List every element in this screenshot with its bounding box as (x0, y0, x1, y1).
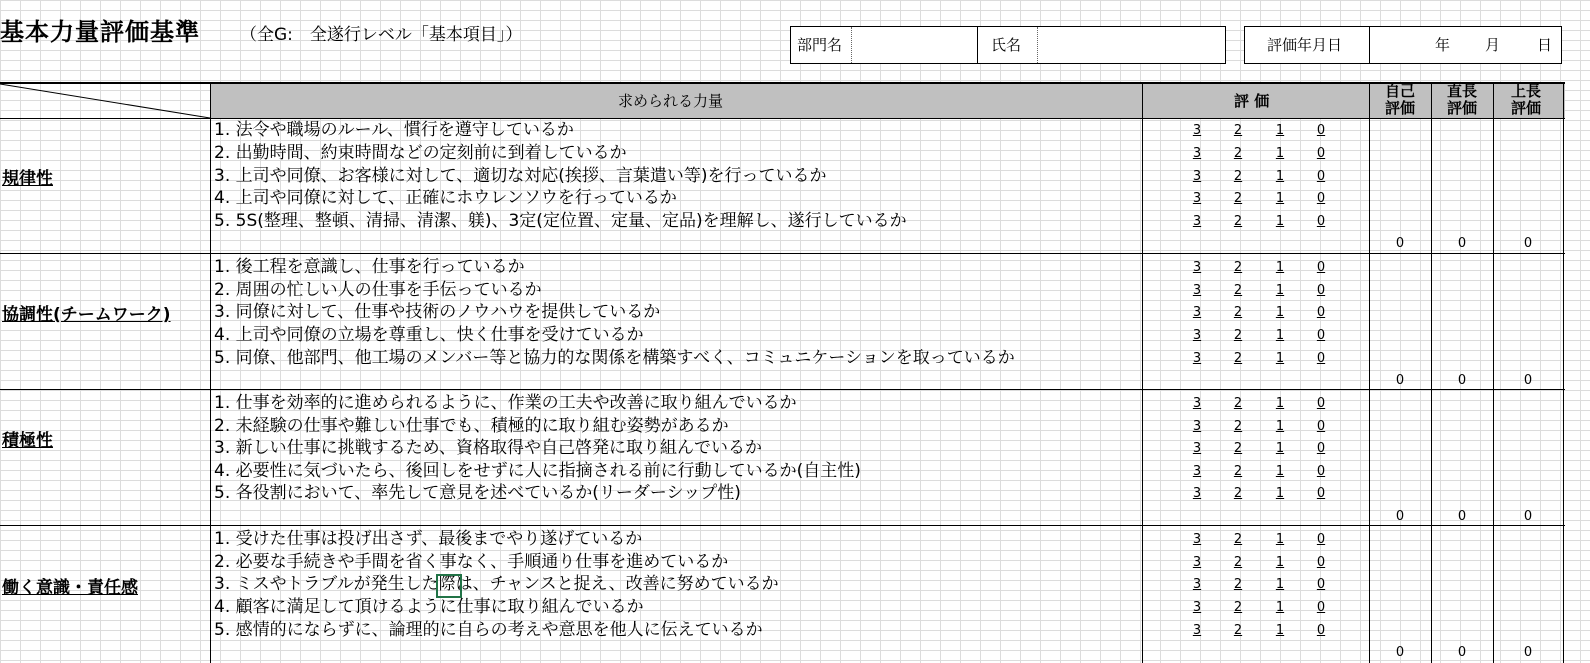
score-0-link[interactable]: 0 (1316, 419, 1326, 434)
score-0-link[interactable]: 0 (1316, 351, 1326, 366)
page-title: 基本力量評価基準 (0, 18, 200, 46)
score-3-link[interactable]: 3 (1192, 260, 1202, 275)
score-2-link[interactable]: 2 (1233, 191, 1243, 206)
score-3-link[interactable]: 3 (1192, 623, 1202, 638)
score-3-link[interactable]: 3 (1192, 123, 1202, 138)
header-required-skills: 求められる力量 (618, 92, 724, 110)
self-eval-total: 0 (1395, 509, 1405, 524)
score-3-link[interactable]: 3 (1192, 555, 1202, 570)
score-2-link[interactable]: 2 (1233, 441, 1243, 456)
score-2-link[interactable]: 2 (1233, 600, 1243, 615)
score-2-link[interactable]: 2 (1233, 283, 1243, 298)
criterion-item[interactable]: 3. 同僚に対して、仕事や技術のノウハウを提供しているか (214, 302, 661, 322)
dept-label: 部門名 (797, 36, 843, 54)
direct-eval-total: 0 (1457, 236, 1467, 251)
criterion-item[interactable]: 5. 各役割において、率先して意見を述べているか(リーダーシップ性) (214, 483, 741, 503)
dept-name-box (790, 26, 1226, 64)
score-2-link[interactable]: 2 (1233, 146, 1243, 161)
evaluation-table (0, 82, 1565, 663)
score-0-link[interactable]: 0 (1316, 214, 1326, 229)
score-3-link[interactable]: 3 (1192, 351, 1202, 366)
self-eval-total: 0 (1395, 645, 1405, 660)
score-2-link[interactable]: 2 (1233, 419, 1243, 434)
score-2-link[interactable]: 2 (1233, 396, 1243, 411)
score-1-link[interactable]: 1 (1275, 486, 1285, 501)
score-0-link[interactable]: 0 (1316, 441, 1326, 456)
upper-eval-total: 0 (1523, 645, 1533, 660)
score-0-link[interactable]: 0 (1316, 532, 1326, 547)
score-0-link[interactable]: 0 (1316, 305, 1326, 320)
criterion-item[interactable]: 4. 上司や同僚に対して、正確にホウレンソウを行っているか (214, 188, 677, 208)
criterion-item[interactable]: 3. ミスやトラブルが発生した際は、チャンスと捉え、改善に努めているか (214, 574, 779, 594)
criterion-item[interactable]: 2. 必要な手続きや手間を省く事なく、手順通り仕事を進めているか (214, 552, 729, 572)
criterion-item[interactable]: 5. 同僚、他部門、他工場のメンバー等と協力的な関係を構築すべく、コミュニケーションを取っているか (214, 348, 1015, 368)
name-field[interactable] (1038, 27, 1224, 63)
score-3-link[interactable]: 3 (1192, 396, 1202, 411)
score-0-link[interactable]: 0 (1316, 555, 1326, 570)
upper-eval-total: 0 (1523, 236, 1533, 251)
criterion-item[interactable]: 5. 5S(整理、整頓、清掃、清潔、躾)、3定(定位置、定量、定品)を理解し、遂行しているか (214, 211, 907, 231)
score-3-link[interactable]: 3 (1192, 532, 1202, 547)
score-2-link[interactable]: 2 (1233, 464, 1243, 479)
score-1-link[interactable]: 1 (1275, 169, 1285, 184)
date-field[interactable] (1370, 27, 1560, 63)
direct-eval-total: 0 (1457, 509, 1467, 524)
header-diagonal-line (0, 82, 210, 118)
score-1-link[interactable]: 1 (1275, 577, 1285, 592)
direct-eval-total: 0 (1457, 373, 1467, 388)
score-0-link[interactable]: 0 (1316, 577, 1326, 592)
criterion-item[interactable]: 3. 上司や同僚、お客様に対して、適切な対応(挨拶、言葉遣い等)を行っているか (214, 166, 827, 186)
score-1-link[interactable]: 1 (1275, 214, 1285, 229)
score-1-link[interactable]: 1 (1275, 464, 1285, 479)
score-3-link[interactable]: 3 (1192, 464, 1202, 479)
score-3-link[interactable]: 3 (1192, 486, 1202, 501)
score-1-link[interactable]: 1 (1275, 146, 1285, 161)
score-1-link[interactable]: 1 (1275, 260, 1285, 275)
criterion-item[interactable]: 1. 仕事を効率的に進められるように、作業の工夫や改善に取り組んでいるか (214, 393, 797, 413)
score-0-link[interactable]: 0 (1316, 260, 1326, 275)
score-3-link[interactable]: 3 (1192, 305, 1202, 320)
score-1-link[interactable]: 1 (1275, 283, 1285, 298)
score-0-link[interactable]: 0 (1316, 623, 1326, 638)
date-label: 評価年月日 (1267, 36, 1343, 54)
header-self-eval: 自己 評価 (1384, 82, 1415, 117)
header-direct-eval: 直長 評価 (1446, 82, 1477, 117)
upper-eval-total: 0 (1523, 509, 1533, 524)
self-eval-total: 0 (1395, 373, 1405, 388)
score-1-link[interactable]: 1 (1275, 419, 1285, 434)
category-teamwork: 協調性(チームワーク) (2, 305, 171, 325)
score-2-link[interactable]: 2 (1233, 555, 1243, 570)
score-0-link[interactable]: 0 (1316, 146, 1326, 161)
criterion-item[interactable]: 1. 受けた仕事は投げ出さず、最後までやり遂げているか (214, 529, 643, 549)
criterion-item[interactable]: 2. 出勤時間、約束時間などの定刻前に到着しているか (214, 143, 627, 163)
score-0-link[interactable]: 0 (1316, 396, 1326, 411)
score-2-link[interactable]: 2 (1233, 328, 1243, 343)
score-0-link[interactable]: 0 (1316, 283, 1326, 298)
score-1-link[interactable]: 1 (1275, 441, 1285, 456)
active-cell-cursor[interactable] (436, 574, 462, 598)
score-3-link[interactable]: 3 (1192, 191, 1202, 206)
score-1-link[interactable]: 1 (1275, 123, 1285, 138)
score-3-link[interactable]: 3 (1192, 214, 1202, 229)
header-upper-eval: 上長 評価 (1510, 82, 1541, 117)
criterion-item[interactable]: 2. 未経験の仕事や難しい仕事でも、積極的に取り組む姿勢があるか (214, 416, 729, 436)
criterion-item[interactable]: 1. 後工程を意識し、仕事を行っているか (214, 257, 525, 277)
score-0-link[interactable]: 0 (1316, 169, 1326, 184)
category-discipline: 規律性 (2, 169, 53, 189)
score-3-link[interactable]: 3 (1192, 169, 1202, 184)
score-1-link[interactable]: 1 (1275, 351, 1285, 366)
score-3-link[interactable]: 3 (1192, 283, 1202, 298)
score-2-link[interactable]: 2 (1233, 486, 1243, 501)
score-0-link[interactable]: 0 (1316, 486, 1326, 501)
table-header-background (211, 84, 1565, 118)
score-1-link[interactable]: 1 (1275, 328, 1285, 343)
score-2-link[interactable]: 2 (1233, 123, 1243, 138)
category-proactiveness: 積極性 (2, 431, 53, 451)
score-3-link[interactable]: 3 (1192, 577, 1202, 592)
score-2-link[interactable]: 2 (1233, 351, 1243, 366)
category-work-responsibility: 働く意識・責任感 (2, 578, 138, 598)
score-2-link[interactable]: 2 (1233, 260, 1243, 275)
date-year-label: 年 (1435, 36, 1451, 54)
score-2-link[interactable]: 2 (1233, 305, 1243, 320)
direct-eval-total: 0 (1457, 645, 1467, 660)
score-1-link[interactable]: 1 (1275, 623, 1285, 638)
criterion-item[interactable]: 4. 必要性に気づいたら、後回しをせずに人に指摘される前に行動しているか(自主性) (214, 461, 861, 481)
eval-date-box (1244, 26, 1562, 64)
score-1-link[interactable]: 1 (1275, 396, 1285, 411)
score-1-link[interactable]: 1 (1275, 191, 1285, 206)
name-label: 氏名 (991, 36, 1022, 54)
score-3-link[interactable]: 3 (1192, 328, 1202, 343)
self-eval-total: 0 (1395, 236, 1405, 251)
page-subtitle: （全G: 全遂行レベル「基本項目」） (240, 25, 523, 45)
criterion-item[interactable]: 1. 法令や職場のルール、慣行を遵守しているか (214, 120, 574, 140)
score-2-link[interactable]: 2 (1233, 169, 1243, 184)
score-0-link[interactable]: 0 (1316, 464, 1326, 479)
criterion-item[interactable]: 5. 感情的にならずに、論理的に自らの考えや意思を他人に伝えているか (214, 620, 763, 640)
header-evaluation: 評 価 (1234, 92, 1270, 110)
score-0-link[interactable]: 0 (1316, 600, 1326, 615)
criterion-item[interactable]: 3. 新しい仕事に挑戦するため、資格取得や自己啓発に取り組んでいるか (214, 438, 762, 458)
criterion-item[interactable]: 4. 顧客に満足して頂けるように仕事に取り組んでいるか (214, 597, 644, 617)
score-1-link[interactable]: 1 (1275, 305, 1285, 320)
score-3-link[interactable]: 3 (1192, 600, 1202, 615)
score-0-link[interactable]: 0 (1316, 328, 1326, 343)
score-1-link[interactable]: 1 (1275, 555, 1285, 570)
date-month-label: 月 (1485, 36, 1501, 54)
score-0-link[interactable]: 0 (1316, 123, 1326, 138)
criterion-item[interactable]: 2. 周囲の忙しい人の仕事を手伝っているか (214, 280, 542, 300)
upper-eval-total: 0 (1523, 373, 1533, 388)
score-3-link[interactable]: 3 (1192, 419, 1202, 434)
score-2-link[interactable]: 2 (1233, 214, 1243, 229)
score-2-link[interactable]: 2 (1233, 577, 1243, 592)
score-2-link[interactable]: 2 (1233, 532, 1243, 547)
score-0-link[interactable]: 0 (1316, 191, 1326, 206)
criterion-item[interactable]: 4. 上司や同僚の立場を尊重し、快く仕事を受けているか (214, 325, 644, 345)
score-2-link[interactable]: 2 (1233, 623, 1243, 638)
score-3-link[interactable]: 3 (1192, 146, 1202, 161)
date-day-label: 日 (1537, 36, 1553, 54)
score-3-link[interactable]: 3 (1192, 441, 1202, 456)
score-1-link[interactable]: 1 (1275, 532, 1285, 547)
dept-field[interactable] (852, 27, 976, 63)
score-1-link[interactable]: 1 (1275, 600, 1285, 615)
